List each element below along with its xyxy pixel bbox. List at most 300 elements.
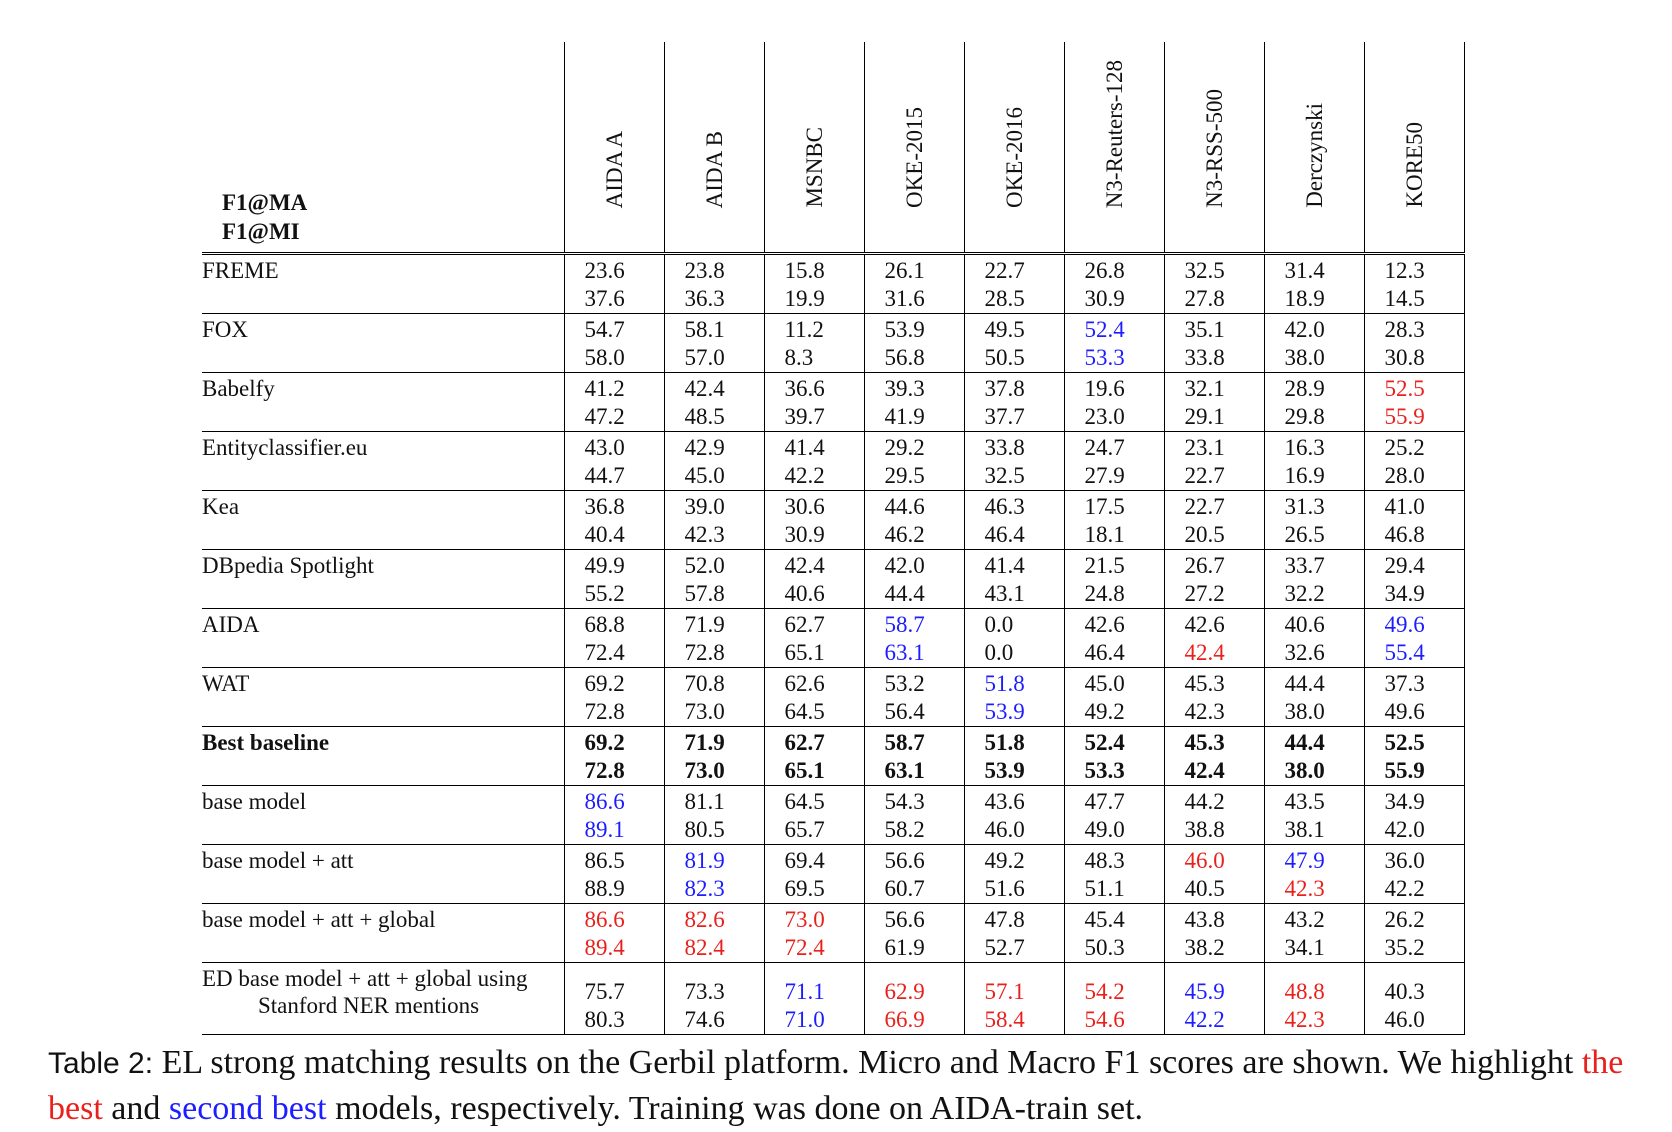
f1-micro-value: 18.1	[1084, 522, 1125, 547]
score-cell	[1064, 727, 1164, 786]
f1-micro-value: 42.0	[1384, 817, 1425, 842]
dataset-header-kore50	[1364, 42, 1464, 254]
dataset-label: N3-Reuters-128	[1101, 59, 1127, 208]
score-cell	[1364, 845, 1464, 904]
score-cell	[664, 786, 764, 845]
f1-macro-value: 69.2	[584, 730, 625, 755]
score-cell	[964, 550, 1064, 609]
f1-macro-value: 62.7	[784, 730, 825, 755]
f1-macro-value: 35.1	[1184, 317, 1225, 342]
f1-micro-value: 46.4	[984, 522, 1025, 547]
f1-macro-value: 0.0	[984, 612, 1014, 637]
f1-macro-value: 54.7	[584, 317, 625, 342]
f1-micro-value: 27.2	[1184, 581, 1225, 606]
f1-micro-value: 49.0	[1084, 817, 1125, 842]
f1-micro-value: 0.0	[984, 640, 1014, 665]
score-cell	[664, 727, 764, 786]
f1-micro-value: 30.9	[784, 522, 825, 547]
f1-micro-value: 46.4	[1084, 640, 1125, 665]
table-row	[202, 904, 1464, 963]
f1-micro-value: 35.2	[1384, 935, 1425, 960]
caption-text-1: EL strong matching results on the Gerbil platform. Micro and Macro F1 scores are shown. We highlight	[153, 1044, 1582, 1081]
table-row	[202, 845, 1464, 904]
dataset-header-n3-reuters-128	[1064, 42, 1164, 254]
score-cell	[1364, 314, 1464, 373]
dataset-label: AIDA A	[601, 130, 627, 208]
f1-micro-value: 82.4	[684, 935, 725, 960]
f1-macro-value: 49.9	[584, 553, 625, 578]
score-cell	[964, 786, 1064, 845]
metric-label-mi: F1@MI	[222, 219, 300, 244]
f1-macro-value: 28.9	[1284, 376, 1325, 401]
score-cell	[764, 727, 864, 786]
f1-macro-value: 26.2	[1384, 907, 1425, 932]
f1-micro-value: 41.9	[884, 404, 925, 429]
f1-micro-value: 42.3	[1284, 1007, 1325, 1032]
score-cell	[1364, 254, 1464, 314]
score-cell	[564, 314, 664, 373]
f1-macro-value: 37.8	[984, 376, 1025, 401]
f1-micro-value: 30.8	[1384, 345, 1425, 370]
score-cell	[1264, 727, 1364, 786]
model-name-cell	[202, 254, 564, 314]
table-row	[202, 314, 1464, 373]
f1-micro-value: 53.9	[984, 758, 1025, 783]
score-cell	[1264, 963, 1364, 1035]
score-cell	[864, 550, 964, 609]
f1-micro-value: 89.1	[584, 817, 625, 842]
score-cell	[664, 845, 764, 904]
f1-micro-value: 49.2	[1084, 699, 1125, 724]
f1-micro-value: 43.1	[984, 581, 1025, 606]
f1-macro-value: 33.8	[984, 435, 1025, 460]
model-name-cell	[202, 550, 564, 609]
table-row	[202, 609, 1464, 668]
f1-macro-value: 25.2	[1384, 435, 1425, 460]
score-cell	[664, 432, 764, 491]
model-name-cell	[202, 373, 564, 432]
f1-micro-value: 27.8	[1184, 286, 1225, 311]
f1-micro-value: 58.0	[584, 345, 625, 370]
f1-micro-value: 73.0	[684, 758, 725, 783]
score-cell	[664, 550, 764, 609]
f1-micro-value: 39.7	[784, 404, 825, 429]
score-cell	[1264, 254, 1364, 314]
f1-macro-value: 68.8	[584, 612, 625, 637]
f1-micro-value: 34.1	[1284, 935, 1325, 960]
f1-macro-value: 52.0	[684, 553, 725, 578]
f1-micro-value: 72.4	[584, 640, 625, 665]
score-cell	[864, 727, 964, 786]
model-name-cell	[202, 845, 564, 904]
f1-micro-value: 73.0	[684, 699, 725, 724]
model-name: WAT	[202, 671, 250, 696]
f1-macro-value: 22.7	[984, 258, 1025, 283]
score-cell	[1264, 373, 1364, 432]
caption-text-2: models, respectively. Training was done on AIDA-train set.	[326, 1090, 1144, 1127]
score-cell	[964, 314, 1064, 373]
table-row	[202, 373, 1464, 432]
table-row	[202, 491, 1464, 550]
score-cell	[864, 254, 964, 314]
caption-and: and	[102, 1090, 169, 1127]
f1-micro-value: 51.6	[984, 876, 1025, 901]
f1-micro-value: 69.5	[784, 876, 825, 901]
results-table	[202, 42, 1465, 1035]
score-cell	[1264, 904, 1364, 963]
score-cell	[564, 609, 664, 668]
f1-macro-value: 31.3	[1284, 494, 1325, 519]
f1-micro-value: 44.4	[884, 581, 925, 606]
score-cell	[1164, 254, 1264, 314]
model-name: base model + att	[202, 848, 354, 873]
score-cell	[1264, 609, 1364, 668]
score-cell	[564, 373, 664, 432]
score-cell	[1364, 904, 1464, 963]
score-cell	[864, 373, 964, 432]
score-cell	[1164, 491, 1264, 550]
f1-macro-value: 40.6	[1284, 612, 1325, 637]
score-cell	[964, 254, 1064, 314]
score-cell	[1264, 845, 1364, 904]
f1-micro-value: 16.9	[1284, 463, 1325, 488]
model-name-cell	[202, 491, 564, 550]
f1-macro-value: 16.3	[1284, 435, 1325, 460]
dataset-label: MSNBC	[801, 127, 827, 208]
f1-micro-value: 42.2	[1184, 1007, 1225, 1032]
dataset-header-oke-2015	[864, 42, 964, 254]
f1-macro-value: 42.6	[1184, 612, 1225, 637]
results-table-container	[202, 42, 1464, 1035]
f1-micro-value: 55.9	[1384, 404, 1425, 429]
score-cell	[1064, 432, 1164, 491]
f1-macro-value: 58.7	[884, 730, 925, 755]
table-row	[202, 963, 1464, 1035]
metric-header	[202, 42, 564, 254]
f1-macro-value: 15.8	[784, 258, 825, 283]
model-name-cell	[202, 904, 564, 963]
f1-micro-value: 65.1	[784, 640, 825, 665]
header-row	[202, 42, 1464, 254]
f1-micro-value: 26.5	[1284, 522, 1325, 547]
score-cell	[564, 904, 664, 963]
score-cell	[564, 786, 664, 845]
score-cell	[764, 668, 864, 727]
f1-macro-value: 86.5	[584, 848, 625, 873]
f1-macro-value: 46.0	[1184, 848, 1225, 873]
dataset-header-msnbc	[764, 42, 864, 254]
f1-macro-value: 42.4	[684, 376, 725, 401]
f1-macro-value: 73.3	[684, 979, 725, 1004]
f1-macro-value: 17.5	[1084, 494, 1125, 519]
score-cell	[564, 668, 664, 727]
f1-micro-value: 63.1	[884, 640, 925, 665]
score-cell	[1264, 550, 1364, 609]
score-cell	[564, 845, 664, 904]
score-cell	[1164, 727, 1264, 786]
model-name-cell	[202, 727, 564, 786]
score-cell	[1064, 491, 1164, 550]
f1-micro-value: 53.3	[1084, 758, 1125, 783]
model-name-cell	[202, 786, 564, 845]
f1-micro-value: 33.8	[1184, 345, 1225, 370]
f1-micro-value: 89.4	[584, 935, 625, 960]
f1-micro-value: 38.0	[1284, 758, 1325, 783]
f1-macro-value: 62.9	[884, 979, 925, 1004]
f1-micro-value: 82.3	[684, 876, 725, 901]
caption-second-best-highlight: second best	[168, 1090, 327, 1127]
f1-micro-value: 42.2	[784, 463, 825, 488]
f1-micro-value: 14.5	[1384, 286, 1425, 311]
score-cell	[1364, 786, 1464, 845]
f1-macro-value: 56.6	[884, 848, 925, 873]
score-cell	[764, 254, 864, 314]
f1-macro-value: 41.4	[784, 435, 825, 460]
f1-macro-value: 62.7	[784, 612, 825, 637]
model-name-line-1: ED base model + att + global using	[202, 966, 528, 991]
table-row	[202, 786, 1464, 845]
f1-micro-value: 22.7	[1184, 463, 1225, 488]
score-cell	[1364, 668, 1464, 727]
f1-macro-value: 45.9	[1184, 979, 1225, 1004]
score-cell	[664, 609, 764, 668]
f1-macro-value: 30.6	[784, 494, 825, 519]
f1-micro-value: 65.1	[784, 758, 825, 783]
score-cell	[764, 491, 864, 550]
score-cell	[864, 609, 964, 668]
score-cell	[1364, 550, 1464, 609]
f1-macro-value: 12.3	[1384, 258, 1425, 283]
score-cell	[764, 314, 864, 373]
f1-macro-value: 51.8	[984, 671, 1025, 696]
score-cell	[1064, 786, 1164, 845]
score-cell	[664, 904, 764, 963]
f1-micro-value: 18.9	[1284, 286, 1325, 311]
f1-micro-value: 71.0	[784, 1007, 825, 1032]
f1-micro-value: 29.1	[1184, 404, 1225, 429]
f1-macro-value: 81.9	[684, 848, 725, 873]
f1-micro-value: 38.1	[1284, 817, 1325, 842]
f1-macro-value: 73.0	[784, 907, 825, 932]
f1-macro-value: 86.6	[584, 789, 625, 814]
f1-macro-value: 29.4	[1384, 553, 1425, 578]
f1-macro-value: 81.1	[684, 789, 725, 814]
dataset-label: N3-RSS-500	[1201, 89, 1227, 208]
table-row	[202, 254, 1464, 314]
f1-macro-value: 43.5	[1284, 789, 1325, 814]
f1-macro-value: 48.8	[1284, 979, 1325, 1004]
score-cell	[764, 904, 864, 963]
f1-macro-value: 43.8	[1184, 907, 1225, 932]
f1-macro-value: 26.8	[1084, 258, 1125, 283]
f1-macro-value: 69.2	[584, 671, 625, 696]
f1-macro-value: 58.1	[684, 317, 725, 342]
score-cell	[964, 845, 1064, 904]
score-cell	[1064, 963, 1164, 1035]
f1-macro-value: 32.1	[1184, 376, 1225, 401]
f1-micro-value: 72.8	[684, 640, 725, 665]
score-cell	[764, 786, 864, 845]
table-row	[202, 550, 1464, 609]
f1-macro-value: 44.6	[884, 494, 925, 519]
model-name: FREME	[202, 258, 279, 283]
f1-micro-value: 61.9	[884, 935, 925, 960]
dataset-header-aida-b	[664, 42, 764, 254]
model-name-cell	[202, 963, 564, 1035]
f1-macro-value: 45.3	[1184, 730, 1225, 755]
dataset-header-oke-2016	[964, 42, 1064, 254]
score-cell	[1164, 845, 1264, 904]
f1-micro-value: 55.9	[1384, 758, 1425, 783]
f1-micro-value: 20.5	[1184, 522, 1225, 547]
model-name: FOX	[202, 317, 249, 342]
score-cell	[1064, 254, 1164, 314]
score-cell	[564, 254, 664, 314]
f1-micro-value: 46.0	[1384, 1007, 1425, 1032]
score-cell	[764, 373, 864, 432]
dataset-label: AIDA B	[701, 130, 727, 208]
dataset-label: Derczynski	[1301, 103, 1327, 208]
f1-macro-value: 41.2	[584, 376, 625, 401]
f1-micro-value: 49.6	[1384, 699, 1425, 724]
f1-macro-value: 53.2	[884, 671, 925, 696]
f1-macro-value: 54.3	[884, 789, 925, 814]
metric-label-ma: F1@MA	[222, 190, 308, 215]
f1-micro-value: 29.5	[884, 463, 925, 488]
score-cell	[1264, 491, 1364, 550]
f1-macro-value: 41.0	[1384, 494, 1425, 519]
f1-micro-value: 40.6	[784, 581, 825, 606]
dataset-label: OKE-2015	[901, 107, 927, 208]
f1-micro-value: 42.3	[684, 522, 725, 547]
f1-macro-value: 44.4	[1284, 671, 1325, 696]
score-cell	[1164, 373, 1264, 432]
f1-macro-value: 54.2	[1084, 979, 1125, 1004]
f1-micro-value: 55.2	[584, 581, 625, 606]
f1-macro-value: 52.5	[1384, 730, 1425, 755]
f1-macro-value: 42.0	[1284, 317, 1325, 342]
f1-macro-value: 69.4	[784, 848, 825, 873]
f1-micro-value: 53.9	[984, 699, 1025, 724]
score-cell	[764, 845, 864, 904]
score-cell	[964, 904, 1064, 963]
f1-macro-value: 52.4	[1084, 730, 1125, 755]
score-cell	[864, 786, 964, 845]
f1-micro-value: 88.9	[584, 876, 625, 901]
model-name-cell	[202, 314, 564, 373]
score-cell	[1064, 668, 1164, 727]
f1-macro-value: 33.7	[1284, 553, 1325, 578]
score-cell	[1064, 609, 1164, 668]
caption-best-highlight: the best	[48, 1044, 1624, 1127]
f1-macro-value: 23.1	[1184, 435, 1225, 460]
table-row	[202, 727, 1464, 786]
f1-macro-value: 52.4	[1084, 317, 1125, 342]
dataset-header-aida-a	[564, 42, 664, 254]
score-cell	[664, 254, 764, 314]
f1-macro-value: 36.6	[784, 376, 825, 401]
f1-micro-value: 57.8	[684, 581, 725, 606]
score-cell	[664, 963, 764, 1035]
f1-macro-value: 43.2	[1284, 907, 1325, 932]
f1-micro-value: 30.9	[1084, 286, 1125, 311]
f1-micro-value: 32.5	[984, 463, 1025, 488]
f1-macro-value: 40.3	[1384, 979, 1425, 1004]
f1-micro-value: 38.8	[1184, 817, 1225, 842]
f1-macro-value: 53.9	[884, 317, 925, 342]
f1-micro-value: 64.5	[784, 699, 825, 724]
score-cell	[1364, 963, 1464, 1035]
f1-macro-value: 64.5	[784, 789, 825, 814]
f1-micro-value: 50.3	[1084, 935, 1125, 960]
table-row	[202, 432, 1464, 491]
f1-macro-value: 44.4	[1284, 730, 1325, 755]
score-cell	[864, 432, 964, 491]
f1-macro-value: 39.3	[884, 376, 925, 401]
f1-micro-value: 31.6	[884, 286, 925, 311]
model-name: DBpedia Spotlight	[202, 553, 374, 578]
f1-micro-value: 58.2	[884, 817, 925, 842]
f1-micro-value: 42.3	[1184, 699, 1225, 724]
f1-micro-value: 37.7	[984, 404, 1025, 429]
f1-macro-value: 24.7	[1084, 435, 1125, 460]
f1-micro-value: 56.4	[884, 699, 925, 724]
score-cell	[1164, 609, 1264, 668]
f1-micro-value: 28.0	[1384, 463, 1425, 488]
f1-micro-value: 42.3	[1284, 876, 1325, 901]
score-cell	[1064, 373, 1164, 432]
f1-micro-value: 65.7	[784, 817, 825, 842]
f1-micro-value: 27.9	[1084, 463, 1125, 488]
f1-macro-value: 52.5	[1384, 376, 1425, 401]
score-cell	[1164, 786, 1264, 845]
f1-micro-value: 37.6	[584, 286, 625, 311]
f1-micro-value: 80.5	[684, 817, 725, 842]
score-cell	[564, 963, 664, 1035]
model-name: Entityclassifier.eu	[202, 435, 368, 460]
f1-macro-value: 71.1	[784, 979, 825, 1004]
score-cell	[1064, 904, 1164, 963]
f1-macro-value: 86.6	[584, 907, 625, 932]
f1-macro-value: 70.8	[684, 671, 725, 696]
f1-macro-value: 45.4	[1084, 907, 1125, 932]
score-cell	[664, 491, 764, 550]
f1-macro-value: 82.6	[684, 907, 725, 932]
f1-micro-value: 50.5	[984, 345, 1025, 370]
score-cell	[664, 373, 764, 432]
f1-macro-value: 42.4	[784, 553, 825, 578]
model-name: Best baseline	[202, 730, 330, 755]
dataset-label: OKE-2016	[1001, 107, 1027, 208]
f1-macro-value: 49.5	[984, 317, 1025, 342]
f1-micro-value: 47.2	[584, 404, 625, 429]
f1-micro-value: 48.5	[684, 404, 725, 429]
f1-micro-value: 40.5	[1184, 876, 1225, 901]
score-cell	[764, 432, 864, 491]
f1-macro-value: 47.7	[1084, 789, 1125, 814]
score-cell	[1164, 904, 1264, 963]
f1-macro-value: 37.3	[1384, 671, 1425, 696]
f1-macro-value: 58.7	[884, 612, 925, 637]
f1-macro-value: 51.8	[984, 730, 1025, 755]
f1-micro-value: 28.5	[984, 286, 1025, 311]
model-name-line-2: Stanford NER mentions	[258, 993, 480, 1018]
f1-macro-value: 41.4	[984, 553, 1025, 578]
score-cell	[1064, 845, 1164, 904]
f1-micro-value: 46.8	[1384, 522, 1425, 547]
score-cell	[864, 845, 964, 904]
f1-micro-value: 66.9	[884, 1007, 925, 1032]
